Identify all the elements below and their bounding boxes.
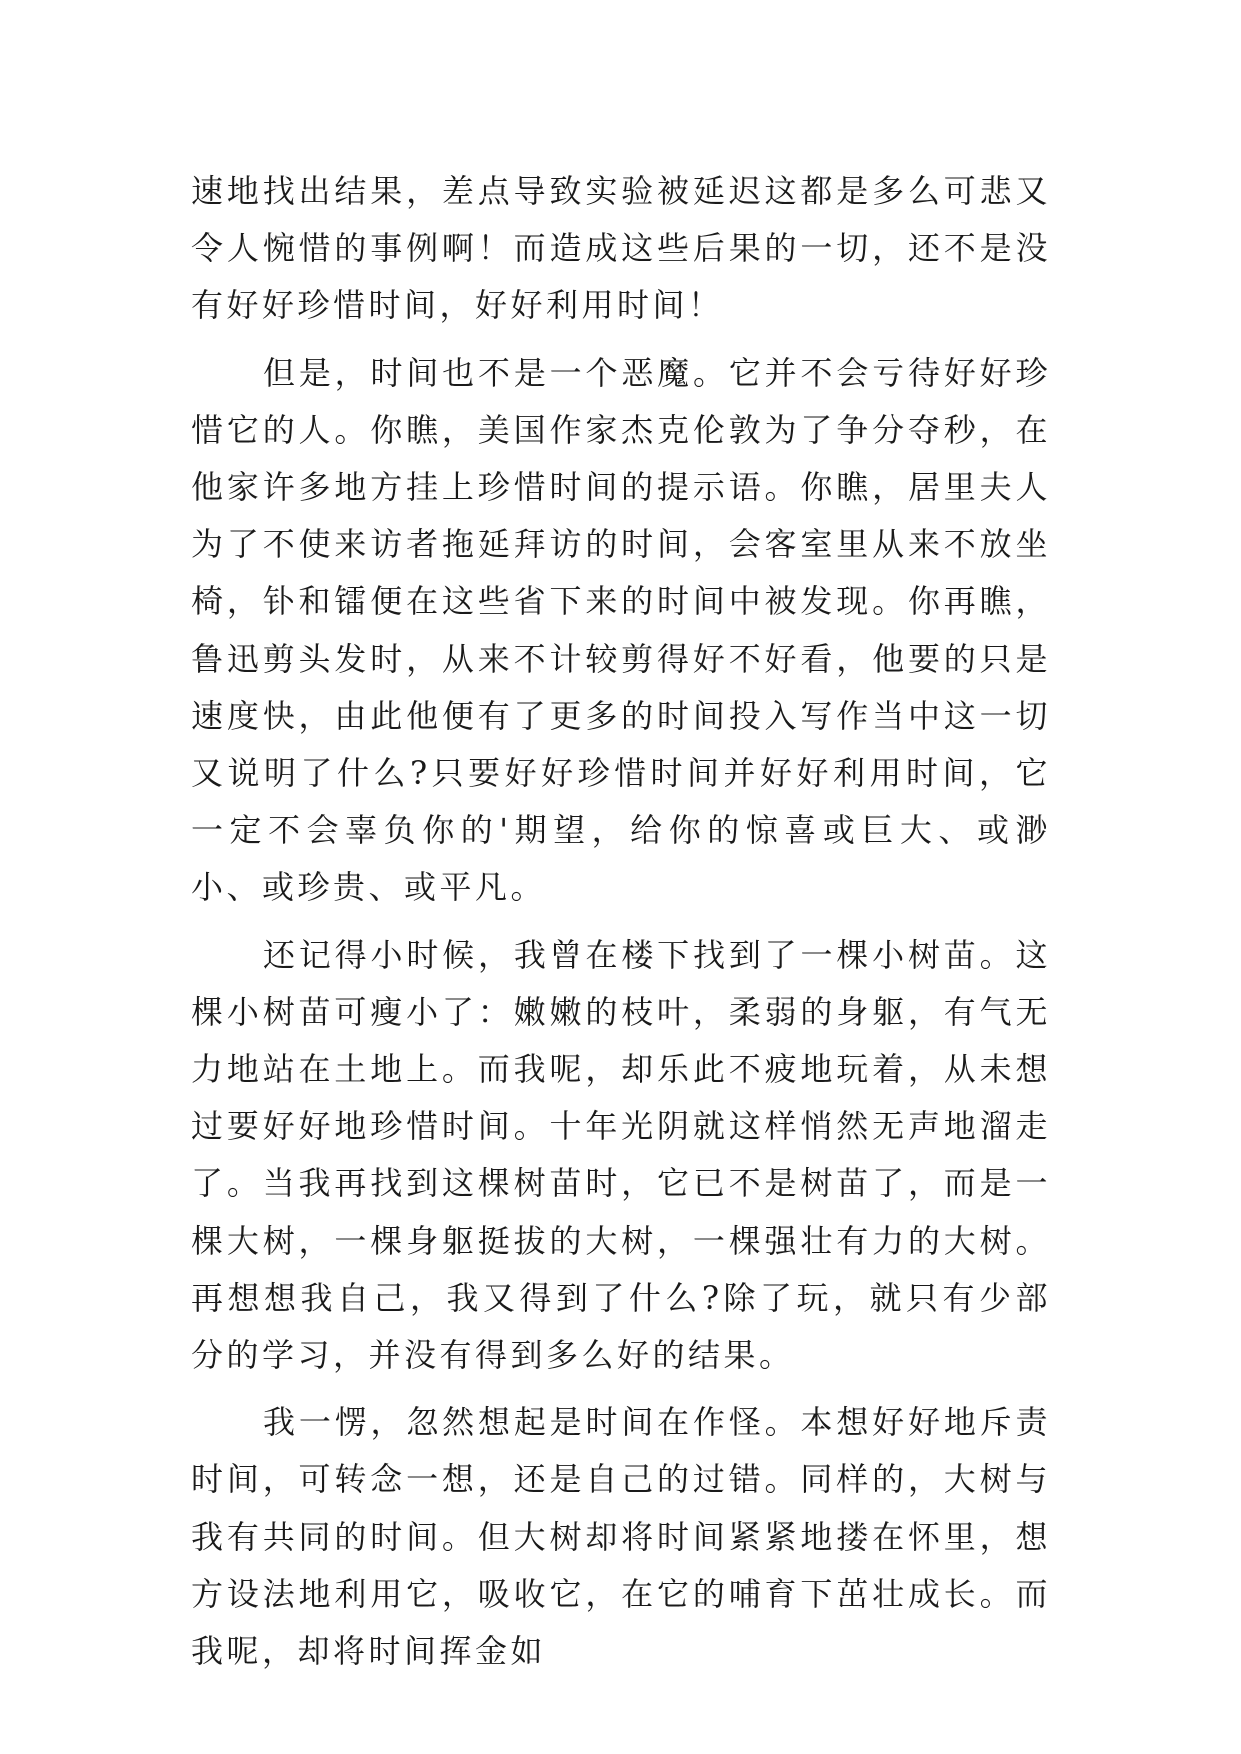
paragraph-3: 还记得小时候，我曾在楼下找到了一棵小树苗。这棵小树苗可瘦小了：嫩嫩的枝叶，柔弱的身躯，有气无力地站在土地上。而我呢，却乐此不疲地玩着，从未想过要好好地珍惜时间。十年光阴就这样悄然无声地溜走了。当我再找到这棵树苗时，它已不是树苗了，而是一棵大树，一棵身躯挺拔的大树，一棵强壮有力的大树。再想想我自己，我又得到了什么?除了玩，就只有少部分的学习，并没有得到多么好的结果。 bbox=[191, 935, 1051, 1375]
paragraph-4: 我一愣，忽然想起是时间在作怪。本想好好地斥责时间，可转念一想，还是自己的过错。同样的，大树与我有共同的时间。但大树却将时间紧紧地搂在怀里，想方设法地利用它，吸收它，在它的哺育下茁壮成长。而我呢，却将时间挥金如 bbox=[191, 1403, 1051, 1671]
essay-body bbox=[191, 163, 1051, 1690]
paragraph-2: 但是，时间也不是一个恶魔。它并不会亏待好好珍惜它的人。你瞧，美国作家杰克伦敦为了争分夺秒，在他家许多地方挂上珍惜时间的提示语。你瞧，居里夫人为了不使来访者拖延拜访的时间，会客室里从来不放坐椅，钋和镭便在这些省下来的时间中被发现。你再瞧，鲁迅剪头发时，从来不计较剪得好不好看，他要的只是速度快，由此他便有了更多的时间投入写作当中这一切又说明了什么?只要好好珍惜时间并好好利用时间，它一定不会辜负你的'期望，给你的惊喜或巨大、或渺小、或珍贵、或平凡。 bbox=[191, 353, 1051, 907]
paragraph-1: 速地找出结果，差点导致实验被延迟这都是多么可悲又令人惋惜的事例啊！而造成这些后果的一切，还不是没有好好珍惜时间，好好利用时间！ bbox=[191, 172, 1051, 325]
